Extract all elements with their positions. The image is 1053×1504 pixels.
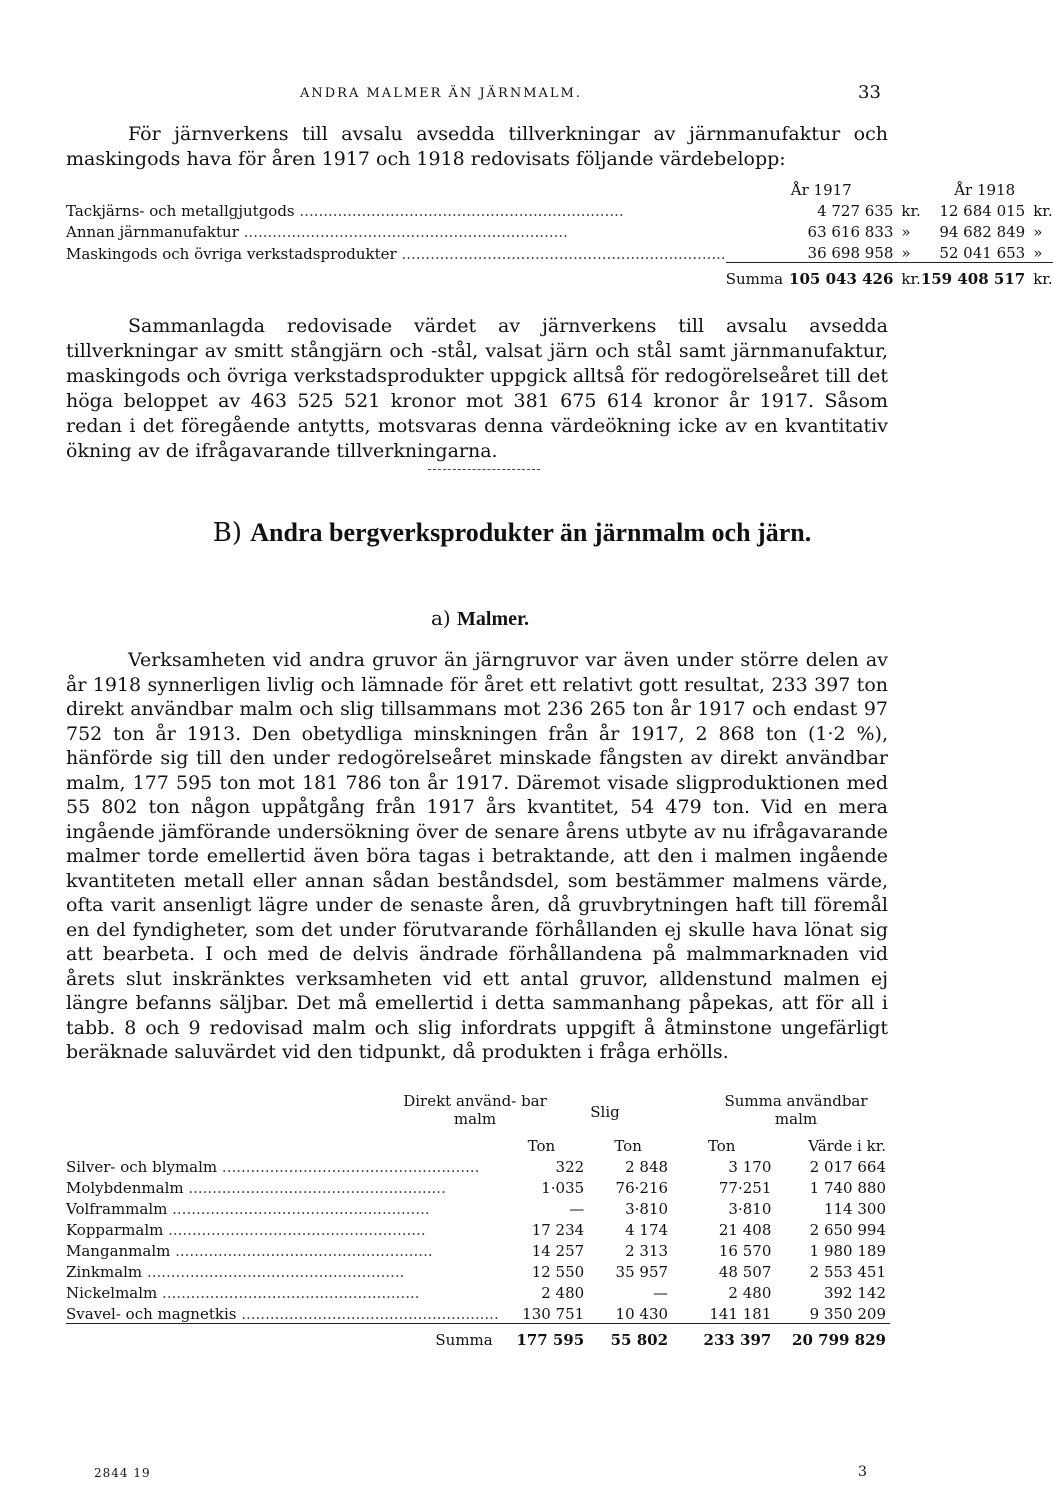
slig-value: 2 313 bbox=[625, 1242, 669, 1260]
unit-ton-slig: Ton bbox=[614, 1137, 642, 1155]
sum-1918: 159 408 517 bbox=[921, 263, 1029, 289]
sum-slig: 55 802 bbox=[588, 1324, 672, 1350]
table-row: Tackjärns- och metallgjutgods .................................................................... 4 727 635 kr. 12 684 015 kr. bbox=[66, 199, 1053, 220]
sum-direct: 177 595 bbox=[499, 1324, 588, 1350]
total-value: 3 170 bbox=[728, 1158, 772, 1176]
unit-value: Värde i kr. bbox=[808, 1137, 886, 1155]
sum-unit-1917: kr. bbox=[897, 263, 920, 289]
slig-value: 35 957 bbox=[615, 1263, 669, 1281]
total-value: 48 507 bbox=[718, 1263, 772, 1281]
direct-value: 2 480 bbox=[541, 1284, 585, 1302]
running-title: ANDRA MALMER ÄN JÄRNMALM. bbox=[300, 86, 582, 101]
unit-ton-direct: Ton bbox=[527, 1137, 556, 1155]
section-letter: B) bbox=[212, 518, 243, 548]
ore-text: Verksamheten vid andra gruvor än järngruvor var även under större delen av år 1918 synnerligen livlig och lämnade för året ett relativt gott resultat, 233 397 ton direkt användbar malm och slig tillsammans mot 236 265 ton år 1917 och endast 97 752 ton år 1913. Den obetydliga minskningen från år 1917, 2 868 ton (1·2 %), hänförde sig till den under redogörelseåret minskade fångsten av direkt användbar malm, 177 595 ton mot 181 786 ton år 1917. Däremot visade sligproduktionen med 55 802 ton någon uppåtgång från 1917 års kvantitet, 54 479 ton. Vid en mera ingående jämförande undersökning över de senare årens utbyte av nu ifrågavarande malmer torde emellertid även böra tagas i betraktande, att den i malmen ingående kvantiteten metall eller annan sådan beståndsdel, som bestämmer malmens värde, ofta varit ansenligt lägre under de senaste åren, då gruvbrytningen haft till föremål en del fyndigheter, som det under förutvarande förhållanden ej skulle hava lönat sig att bearbeta. I och med de delvis ändrade förhållandena på malmmarknaden vid årets slut inskränktes verksamheten vid ett antal gruvor, alldenstund malmen ej längre befanns säljbar. Det må emellertid i detta sammanhang påpekas, att för all i tabb. 8 och 9 redovisad malm och slig infordrats uppgift å åtminstone ungefärligt beräknade saluvärdet vid den tidpunkt, då produkten i fråga erhölls. bbox=[66, 649, 888, 1063]
total-value: 16 570 bbox=[718, 1242, 772, 1260]
value-1918: 12 684 015 bbox=[939, 202, 1026, 220]
row-label: Zinkmalm bbox=[66, 1263, 143, 1281]
total-value: 21 408 bbox=[718, 1221, 772, 1239]
sum-value: 20 799 829 bbox=[775, 1324, 890, 1350]
subsection-letter: a) bbox=[430, 606, 451, 630]
value-1917: 36 698 958 bbox=[807, 244, 894, 262]
table-row: Volframmalm ...................................................... — 3·810 3·810 114 300 bbox=[66, 1197, 890, 1218]
col-header-total: Summa användbar malm bbox=[724, 1092, 868, 1128]
slig-value: 10 430 bbox=[615, 1305, 669, 1323]
unit-1918: » bbox=[1033, 244, 1043, 262]
value-1918: 52 041 653 bbox=[939, 244, 1026, 262]
col-header-direct: Direkt använd- bar malm bbox=[403, 1092, 547, 1128]
row-label: Volframmalm bbox=[66, 1200, 168, 1218]
table2-sum-row bbox=[66, 1324, 890, 1350]
col-header-1917: År 1917 bbox=[790, 181, 852, 199]
subsection-title: Malmer. bbox=[457, 608, 530, 630]
col-header-slig: Slig bbox=[590, 1103, 620, 1121]
subsection-heading bbox=[0, 606, 960, 631]
unit-1918: » bbox=[1033, 223, 1043, 241]
print-code: 2844 19 bbox=[94, 1466, 151, 1480]
row-label: Manganmalm bbox=[66, 1242, 171, 1260]
direct-value: 14 257 bbox=[531, 1242, 585, 1260]
row-label: Silver- och blymalm bbox=[66, 1158, 218, 1176]
value-kr: 114 300 bbox=[823, 1200, 886, 1218]
section-heading bbox=[120, 515, 904, 551]
sum-total: 233 397 bbox=[672, 1324, 775, 1350]
value-kr: 9 350 209 bbox=[809, 1305, 886, 1323]
slig-value: — bbox=[653, 1284, 669, 1302]
value-table-1917-1918 bbox=[66, 178, 1053, 288]
total-value: 77·251 bbox=[718, 1179, 772, 1197]
value-kr: 1 980 189 bbox=[809, 1242, 886, 1260]
value-1917: 4 727 635 bbox=[817, 202, 894, 220]
slig-value: 3·810 bbox=[625, 1200, 669, 1218]
unit-1917: » bbox=[901, 244, 911, 262]
table-row: Svavel- och magnetkis ...................................................... 130 751 10 430 141 181 9 350 209 bbox=[66, 1302, 890, 1324]
table2-unit-row bbox=[66, 1134, 890, 1155]
ore-paragraph bbox=[66, 648, 888, 1065]
intro-paragraph bbox=[66, 122, 888, 172]
total-value: 3·810 bbox=[728, 1200, 772, 1218]
table-row: Annan järnmanufaktur .................................................................... 63 616 833 » 94 682 849 » bbox=[66, 220, 1053, 241]
unit-1917: kr. bbox=[901, 202, 921, 220]
unit-ton-total: Ton bbox=[707, 1137, 736, 1155]
direct-value: 17 234 bbox=[531, 1221, 585, 1239]
table-row: Manganmalm ...................................................... 14 257 2 313 16 570 1 980 189 bbox=[66, 1239, 890, 1260]
table-row: Kopparmalm ...................................................... 17 234 4 174 21 408 2 650 994 bbox=[66, 1218, 890, 1239]
total-value: 141 181 bbox=[709, 1305, 772, 1323]
value-kr: 2 553 451 bbox=[809, 1263, 886, 1281]
direct-value: — bbox=[569, 1200, 585, 1218]
value-kr: 392 142 bbox=[823, 1284, 886, 1302]
slig-value: 2 848 bbox=[625, 1158, 669, 1176]
signature-mark: 3 bbox=[858, 1464, 867, 1480]
summary-paragraph bbox=[66, 314, 888, 464]
table-row: Zinkmalm ...................................................... 12 550 35 957 48 507 2 553 451 bbox=[66, 1260, 890, 1281]
intro-text: För järnverkens till avsalu avsedda tillverkningar av järnmanufaktur och maskingods hava för åren 1917 och 1918 redovisats följande värdebelopp: bbox=[66, 123, 888, 170]
value-kr: 1 740 880 bbox=[809, 1179, 886, 1197]
ore-production-table bbox=[66, 1134, 890, 1349]
unit-1917: » bbox=[901, 223, 911, 241]
col-header-1918: År 1918 bbox=[954, 181, 1016, 199]
direct-value: 12 550 bbox=[531, 1263, 585, 1281]
sum-unit-1918: kr. bbox=[1029, 263, 1052, 289]
sum-label: Summa bbox=[725, 270, 784, 288]
direct-value: 322 bbox=[555, 1158, 585, 1176]
row-label: Tackjärns- och metallgjutgods bbox=[66, 202, 295, 220]
total-value: 2 480 bbox=[728, 1284, 772, 1302]
ore-rows bbox=[66, 1155, 890, 1324]
table-row: Molybdenmalm ...................................................... 1·035 76·216 77·251 1 740 880 bbox=[66, 1176, 890, 1197]
page-number: 33 bbox=[858, 82, 881, 103]
row-label: Svavel- och magnetkis bbox=[66, 1305, 237, 1323]
slig-value: 76·216 bbox=[615, 1179, 669, 1197]
row-label: Annan järnmanufaktur bbox=[66, 223, 239, 241]
table-row: Nickelmalm ...................................................... 2 480 — 2 480 392 142 bbox=[66, 1281, 890, 1302]
section-title: Andra bergverksprodukter än järnmalm och järn. bbox=[250, 518, 812, 547]
row-label: Kopparmalm bbox=[66, 1221, 164, 1239]
row-label: Molybdenmalm bbox=[66, 1179, 184, 1197]
row-label: Maskingods och övriga verkstadsprodukter bbox=[66, 244, 397, 263]
sum-1917: 105 043 426 bbox=[789, 270, 894, 288]
value-1918: 94 682 849 bbox=[939, 223, 1026, 241]
row-label: Nickelmalm bbox=[66, 1284, 158, 1302]
table-row: Maskingods och övriga verkstadsprodukter .................................................................... 36 698 958 » 52 041 653 » bbox=[66, 241, 1053, 263]
value-kr: 2 650 994 bbox=[809, 1221, 886, 1239]
table1-sum-row bbox=[66, 263, 1053, 289]
direct-value: 1·035 bbox=[541, 1179, 585, 1197]
value-1917: 63 616 833 bbox=[807, 223, 894, 241]
direct-value: 130 751 bbox=[522, 1305, 585, 1323]
value-kr: 2 017 664 bbox=[809, 1158, 886, 1176]
section-divider bbox=[428, 469, 540, 470]
table1-header-row bbox=[66, 178, 1053, 199]
summary-text: Sammanlagda redovisade värdet av järnverkens till avsalu avsedda tillverkningar av smitt stångjärn och -stål, valsat järn och stål samt järnmanufaktur, maskingods och övriga verkstadsprodukter uppgick alltså för redogörelseåret till det höga beloppet av 463 525 521 kronor mot 381 675 614 kronor år 1917. Såsom redan i det föregående antytts, motsvaras denna värdeökning icke av en kvantitativ ökning av de ifrågavarande tillverkningarna. bbox=[66, 315, 888, 462]
unit-1918: kr. bbox=[1033, 202, 1053, 220]
sum-label: Summa bbox=[66, 1324, 499, 1350]
slig-value: 4 174 bbox=[625, 1221, 669, 1239]
table-row: Silver- och blymalm ...................................................... 322 2 848 3 170 2 017 664 bbox=[66, 1155, 890, 1176]
